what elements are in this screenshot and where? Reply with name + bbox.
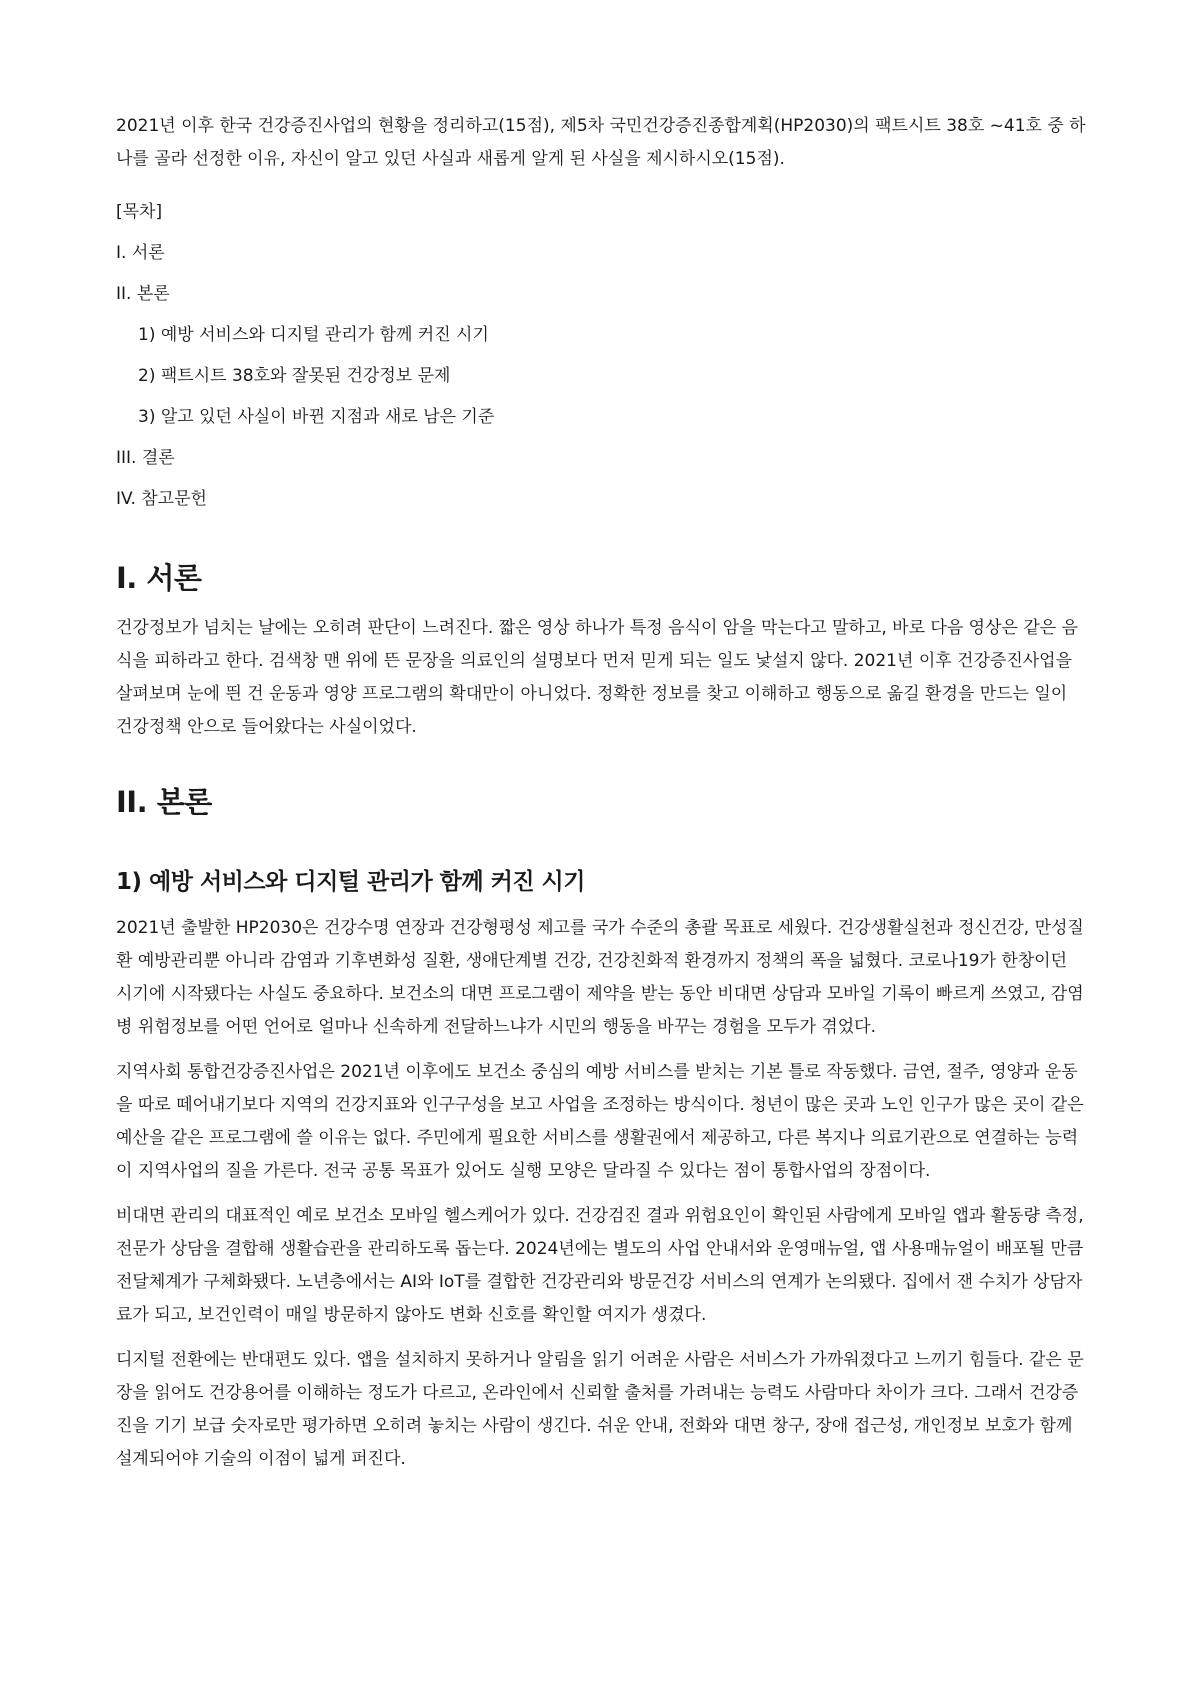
body-paragraph: 지역사회 통합건강증진사업은 2021년 이후에도 보건소 중심의 예방 서비스를 받치는 기본 틀로 작동했다. 금연, 절주, 영양과 운동을 따로 떼어내기보다 지역의 건강지표와 인구구성을 보고 사업을 조정하는 방식이다. 청년이 많은 곳과 노인 인구가 많은 곳이 같은 예산을 같은 프로그램에 쓸 이유는 없다. 주민에게 필요한 서비스를 생활권에서 제공하고, 다른 복지나 의료기관으로 연결하는 능력이 지역사업의 질을 가른다. 전국 공통 목표가 있어도 실행 모양은 달라질 수 있다는 점이 통합사업의 장점이다. (116, 1062, 1084, 1181)
assignment-prompt: 2021년 이후 한국 건강증진사업의 현황을 정리하고(15점), 제5차 국민건강증진종합계획(HP2030)의 팩트시트 38호 ~41호 중 하나를 골라 선정한 이유, 자신이 알고 있던 사실과 새롭게 알게 된 사실을 제시하시오(15점). (116, 116, 1086, 169)
body-paragraph: 디지털 전환에는 반대편도 있다. 앱을 설치하지 못하거나 알림을 읽기 어려운 사람은 서비스가 가까워졌다고 느끼기 힘들다. 같은 문장을 읽어도 건강용어를 이해하는 정도가 다르고, 온라인에서 신뢰할 출처를 가려내는 능력도 사람마다 차이가 크다. 그래서 건강증진을 기기 보급 숫자로만 평가하면 오히려 놓치는 사람이 생긴다. 쉬운 안내, 전화와 대면 창구, 장애 접근성, 개인정보 보호가 함께 설계되어야 기술의 이점이 넓게 퍼진다. (116, 1350, 1084, 1469)
body-paragraph: 2021년 출발한 HP2030은 건강수명 연장과 건강형평성 제고를 국가 수준의 총괄 목표로 세웠다. 건강생활실천과 정신건강, 만성질환 예방관리뿐 아니라 감염과 기후변화성 질환, 생애단계별 건강, 건강친화적 환경까지 정책의 폭을 넓혔다. 코로나19가 한창이던 시기에 시작됐다는 사실도 중요하다. 보건소의 대면 프로그램이 제약을 받는 동안 비대면 상담과 모바일 기록이 빠르게 쓰였고, 감염병 위험정보를 어떤 언어로 얼마나 신속하게 전달하느냐가 시민의 행동을 바꾸는 경험을 모두가 겪었다. (116, 918, 1084, 1037)
toc-item-conclusion: III. 결론 (116, 448, 175, 468)
toc-item-sub3: 3) 알고 있던 사실이 바뀐 지점과 새로 남은 기준 (138, 407, 495, 427)
toc-title: [목차] (116, 202, 163, 222)
body-paragraph: 비대면 관리의 대표적인 예로 보건소 모바일 헬스케어가 있다. 건강검진 결과 위험요인이 확인된 사람에게 모바일 앱과 활동량 측정, 전문가 상담을 결합해 생활습관을 관리하도록 돕는다. 2024년에는 별도의 사업 안내서와 운영매뉴얼, 앱 사용매뉴얼이 배포될 만큼 전달체계가 구체화됐다. 노년층에서는 AI와 IoT를 결합한 건강관리와 방문건강 서비스의 연계가 논의됐다. 집에서 잰 수치가 상담자료가 되고, 보건인력이 매일 방문하지 않아도 변화 신호를 확인할 여지가 생겼다. (116, 1206, 1084, 1325)
table-of-contents (116, 196, 1086, 516)
toc-item-body: II. 본론 (116, 284, 170, 304)
body-heading: II. 본론 (116, 785, 212, 819)
document-content (116, 110, 1086, 1488)
intro-heading: I. 서론 (116, 561, 202, 595)
sub1-heading: 1) 예방 서비스와 디지털 관리가 함께 커진 시기 (116, 869, 585, 895)
toc-item-intro: I. 서론 (116, 243, 165, 263)
toc-item-sub1: 1) 예방 서비스와 디지털 관리가 함께 커진 시기 (138, 325, 489, 345)
toc-item-sub2: 2) 팩트시트 38호와 잘못된 건강정보 문제 (138, 366, 451, 386)
toc-item-references: IV. 참고문헌 (116, 489, 207, 509)
intro-paragraph: 건강정보가 넘치는 날에는 오히려 판단이 느려진다. 짧은 영상 하나가 특정 음식이 암을 막는다고 말하고, 바로 다음 영상은 같은 음식을 피하라고 한다. 검색창 맨 위에 뜬 문장을 의료인의 설명보다 먼저 믿게 되는 일도 낯설지 않다. 2021년 이후 건강증진사업을 살펴보며 눈에 띈 건 운동과 영양 프로그램의 확대만이 아니었다. 정확한 정보를 찾고 이해하고 행동으로 옮길 환경을 만드는 일이 건강정책 안으로 들어왔다는 사실이었다. (116, 618, 1079, 737)
